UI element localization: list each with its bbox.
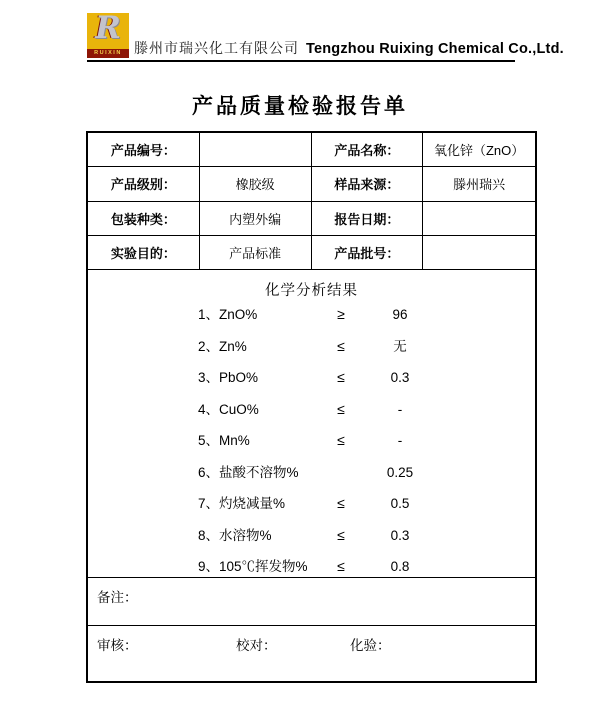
analysis-item-symbol: ≤ (337, 400, 345, 417)
analysis-item-row (88, 457, 535, 489)
analysis-item-row (88, 299, 535, 331)
info-label-grade: 产品级别： (88, 167, 200, 201)
proofread-label: 校对： (236, 638, 277, 654)
info-value-product-no (200, 133, 312, 167)
analysis-item-symbol: ≤ (337, 369, 345, 386)
analysis-item-value: 0.5 (390, 496, 410, 512)
remarks-label: 备注： (97, 590, 138, 606)
info-label-report-date: 报告日期： (312, 202, 424, 236)
company-name-row (134, 38, 564, 58)
info-value-report-date (423, 202, 535, 236)
info-value-sample-source: 滕州瑞兴 (423, 167, 535, 201)
info-label-product-no: 产品编号： (88, 133, 200, 167)
page-title: 产品质量检验报告单 (192, 95, 408, 118)
analysis-item-row (88, 520, 535, 552)
info-value-packaging: 内塑外编 (200, 202, 312, 236)
info-label-test-purpose: 实验目的： (88, 236, 200, 270)
analysis-item-row (88, 331, 535, 363)
info-value-batch-no (423, 236, 535, 270)
analysis-item-value: 0.3 (390, 527, 410, 543)
analysis-item-row (88, 394, 535, 426)
chemical-analysis-title: 化学分析结果 (265, 283, 358, 300)
analysis-item-symbol: ≤ (337, 337, 345, 354)
company-name-english: Tengzhou Ruixing Chemical Co.,Ltd. (306, 41, 564, 57)
chemical-analysis-section (88, 270, 535, 578)
analysis-item-row (88, 425, 535, 457)
analysis-item-label: 1、ZnO% (198, 307, 258, 323)
analysis-item-value: 0.25 (386, 464, 414, 480)
analysis-item-symbol: ≤ (337, 495, 345, 512)
analysis-item-value: 0.3 (390, 370, 410, 386)
analysis-item-symbol: ≤ (337, 558, 345, 575)
analysis-item-label: 2、Zn% (198, 338, 247, 354)
remarks-row (88, 578, 535, 626)
assay-label: 化验： (350, 638, 391, 654)
analysis-item-label: 4、CuO% (198, 401, 259, 417)
analysis-item-value: 96 (392, 307, 408, 323)
info-label-batch-no: 产品批号： (312, 236, 424, 270)
header-divider (87, 60, 515, 62)
analysis-item-label: 3、PbO% (198, 370, 259, 386)
logo-brand-text: RUIXIN (87, 49, 129, 58)
company-name-chinese: 滕州市瑞兴化工有限公司 (134, 40, 299, 56)
review-label: 审核： (97, 638, 138, 654)
analysis-item-label: 9、105℃挥发物% (198, 559, 308, 575)
company-logo (87, 13, 129, 58)
info-label-packaging: 包装种类： (88, 202, 200, 236)
analysis-item-value: 无 (393, 338, 407, 354)
analysis-item-row (88, 362, 535, 394)
analysis-item-row (88, 488, 535, 520)
info-value-grade: 橡胶级 (200, 167, 312, 201)
analysis-item-label: 8、水溶物% (198, 527, 272, 543)
report-table (86, 131, 537, 683)
analysis-item-value: 0.8 (390, 559, 410, 575)
analysis-item-label: 7、灼烧减量% (198, 496, 286, 512)
analysis-item-value: - (397, 401, 403, 417)
chemical-analysis-list (88, 299, 535, 583)
analysis-item-label: 5、Mn% (198, 433, 250, 449)
info-grid (88, 133, 535, 270)
analysis-item-value: - (397, 433, 403, 449)
signature-row (88, 626, 535, 681)
info-label-product-name: 产品名称： (312, 133, 424, 167)
analysis-item-label: 6、盐酸不溶物% (198, 464, 299, 480)
analysis-item-symbol: ≥ (337, 306, 345, 323)
info-value-test-purpose: 产品标准 (200, 236, 312, 270)
info-label-sample-source: 样品来源： (312, 167, 424, 201)
analysis-item-symbol: ≤ (337, 432, 345, 449)
info-value-product-name: 氧化锌（ZnO） (423, 133, 535, 167)
logo-r-glyph: R (95, 13, 121, 46)
analysis-item-symbol: ≤ (337, 526, 345, 543)
